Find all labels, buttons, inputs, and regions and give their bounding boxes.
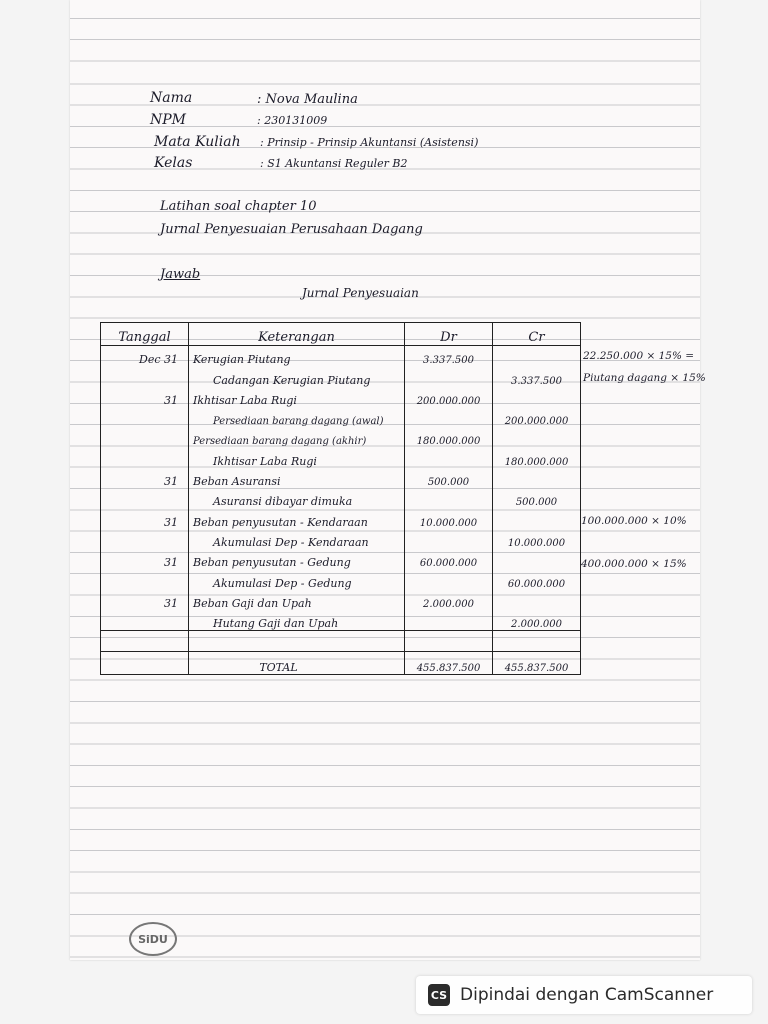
cell-desc: Kerugian Piutang (189, 346, 405, 367)
table-header-row (101, 323, 581, 346)
camscanner-icon: CS (428, 984, 450, 1006)
table-total-row (101, 652, 581, 675)
cell-dr (405, 447, 493, 467)
cell-cr: 200.000.000 (493, 407, 581, 427)
table-row (101, 427, 581, 447)
cell-dr: 200.000.000 (405, 387, 493, 407)
cell-cr (493, 590, 581, 610)
cell-desc: Ikhtisar Laba Rugi (189, 447, 405, 467)
cell-cr: 180.000.000 (493, 447, 581, 467)
cell-desc: Beban Asuransi (189, 468, 405, 488)
cell-date (101, 447, 189, 467)
table-row (101, 387, 581, 407)
cell-cr: 2.000.000 (493, 610, 581, 631)
exercise-line-2: Jurnal Penyesuaian Perusahaan Dagang (160, 222, 423, 237)
cell-cr (493, 387, 581, 407)
note-building-depreciation: 400.000.000 × 15% (581, 558, 687, 570)
cell-dr: 2.000.000 (405, 590, 493, 610)
cell-cr (493, 508, 581, 528)
table-row (101, 549, 581, 569)
cell-desc: Hutang Gaji dan Upah (189, 610, 405, 631)
answer-label: Jawab (160, 267, 201, 282)
cell-cr: 500.000 (493, 488, 581, 508)
adjusting-journal-table (100, 322, 581, 675)
table-row (101, 610, 581, 631)
cell-desc: Akumulasi Dep - Kendaraan (189, 529, 405, 549)
cell-desc: Akumulasi Dep - Gedung (189, 569, 405, 589)
table-row (101, 569, 581, 589)
cell-dr (405, 529, 493, 549)
cell-date: Dec 31 (101, 346, 189, 367)
cell-dr: 60.000.000 (405, 549, 493, 569)
camscanner-text: Dipindai dengan CamScanner (460, 985, 714, 1005)
table-row (101, 529, 581, 549)
table-row (101, 407, 581, 427)
cell-desc: Asuransi dibayar dimuka (189, 488, 405, 508)
cell-cr: 10.000.000 (493, 529, 581, 549)
value-npm: : 230131009 (257, 114, 328, 127)
note-vehicle-depreciation: 100.000.000 × 10% (581, 515, 687, 527)
cell-dr (405, 488, 493, 508)
label-mata-kuliah: Mata Kuliah (154, 134, 241, 150)
cell-dr (405, 610, 493, 631)
note-receivable-formula: Piutang dagang × 15% (583, 372, 706, 384)
notebook-brand-logo: SiDU (129, 922, 177, 956)
table-title: Jurnal Penyesuaian (302, 286, 419, 300)
total-cr: 455.837.500 (493, 652, 581, 675)
table-row (101, 346, 581, 367)
cell-desc: Persediaan barang dagang (awal) (189, 407, 405, 427)
cell-date (101, 529, 189, 549)
total-dr: 455.837.500 (405, 652, 493, 675)
cell-dr: 180.000.000 (405, 427, 493, 447)
cell-desc: Ikhtisar Laba Rugi (189, 387, 405, 407)
cell-date (101, 407, 189, 427)
table-row (101, 468, 581, 488)
table-row (101, 447, 581, 467)
label-npm: NPM (150, 112, 187, 128)
cell-dr (405, 407, 493, 427)
cell-desc: Beban Gaji dan Upah (189, 590, 405, 610)
cell-dr: 10.000.000 (405, 508, 493, 528)
cell-date (101, 569, 189, 589)
cell-date: 31 (101, 468, 189, 488)
cell-cr (493, 549, 581, 569)
cell-date: 31 (101, 387, 189, 407)
cell-dr (405, 569, 493, 589)
value-kelas: : S1 Akuntansi Reguler B2 (260, 157, 408, 170)
table-row (101, 366, 581, 386)
value-nama: : Nova Maulina (257, 92, 358, 107)
header-cr: Cr (493, 323, 581, 346)
table-row (101, 508, 581, 528)
cell-dr (405, 366, 493, 386)
cell-cr (493, 346, 581, 367)
cell-dr: 3.337.500 (405, 346, 493, 367)
cell-date (101, 427, 189, 447)
cell-date (101, 610, 189, 631)
cell-date: 31 (101, 549, 189, 569)
cell-dr: 500.000 (405, 468, 493, 488)
label-kelas: Kelas (154, 155, 193, 171)
total-label: TOTAL (189, 652, 405, 675)
note-receivable-calc: 22.250.000 × 15% = (583, 350, 695, 362)
table-row-empty (101, 631, 581, 652)
cell-desc: Persediaan barang dagang (akhir) (189, 427, 405, 447)
cell-date (101, 488, 189, 508)
cell-desc: Beban penyusutan - Kendaraan (189, 508, 405, 528)
header-desc: Keterangan (189, 323, 405, 346)
cell-date: 31 (101, 590, 189, 610)
table-row (101, 488, 581, 508)
cell-cr (493, 468, 581, 488)
cell-desc: Cadangan Kerugian Piutang (189, 366, 405, 386)
header-dr: Dr (405, 323, 493, 346)
cell-date: 31 (101, 508, 189, 528)
cell-cr: 60.000.000 (493, 569, 581, 589)
camscanner-watermark (416, 976, 752, 1014)
cell-cr (493, 427, 581, 447)
label-nama: Nama (150, 90, 193, 106)
exercise-line-1: Latihan soal chapter 10 (160, 199, 317, 214)
header-date: Tanggal (101, 323, 189, 346)
cell-desc: Beban penyusutan - Gedung (189, 549, 405, 569)
cell-date (101, 366, 189, 386)
cell-cr: 3.337.500 (493, 366, 581, 386)
value-mata-kuliah: : Prinsip - Prinsip Akuntansi (Asistensi) (260, 136, 479, 149)
table-row (101, 590, 581, 610)
